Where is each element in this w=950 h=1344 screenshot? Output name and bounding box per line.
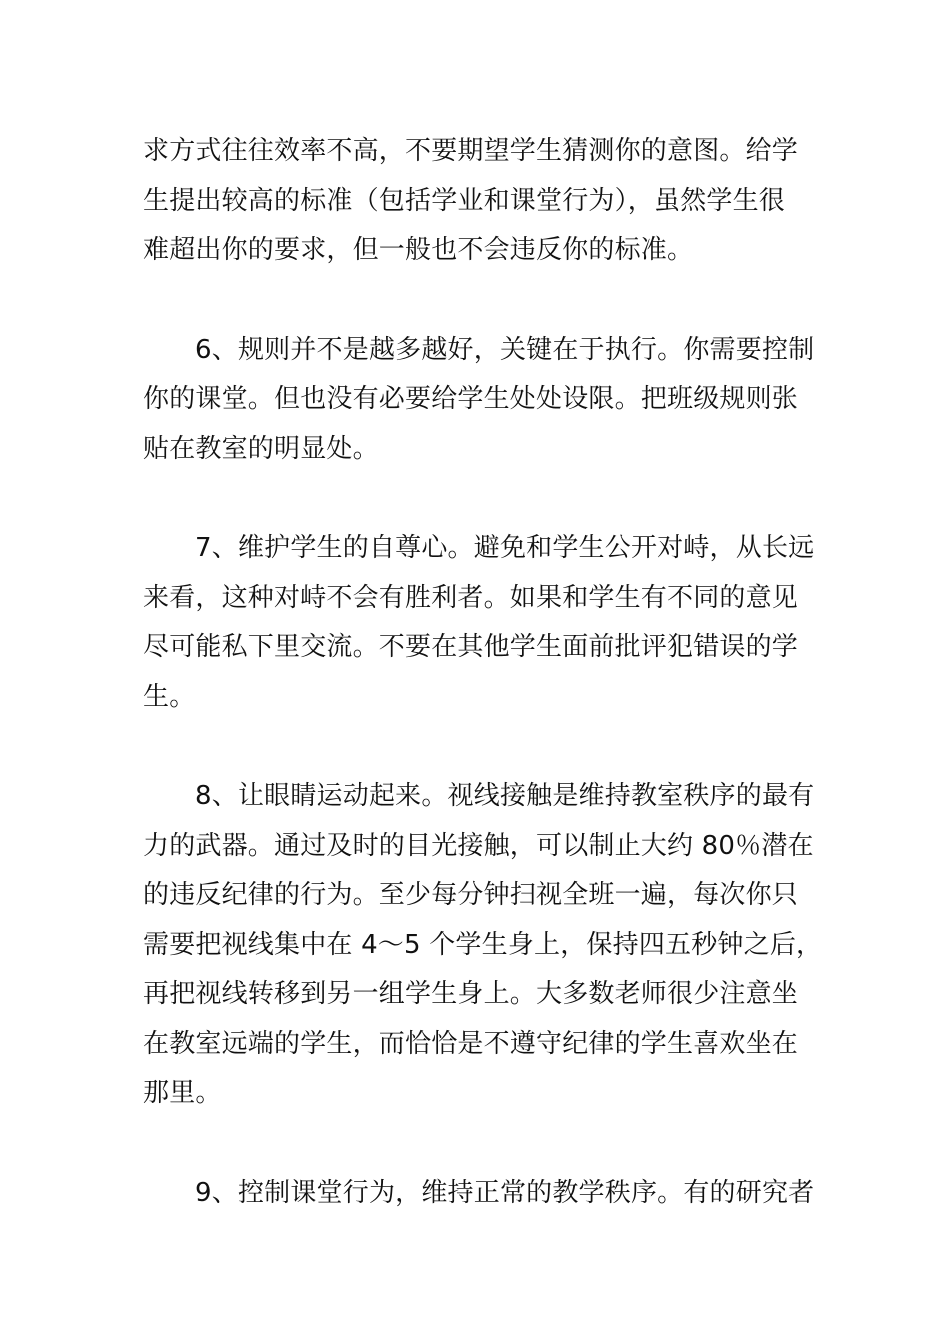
- text-line: 力的武器。通过及时的目光接触，可以制止大约 80％潜在: [143, 831, 814, 861]
- text-line: 求方式往往效率不高，不要期望学生猜测你的意图。给学: [143, 136, 799, 166]
- text-line: 尽可能私下里交流。不要在其他学生面前批评犯错误的学: [143, 632, 799, 662]
- text-line: 贴在教室的明显处。: [143, 434, 379, 464]
- text-line: 那里。: [143, 1078, 222, 1108]
- text-line: 来看，这种对峙不会有胜利者。如果和学生有不同的意见: [143, 583, 799, 613]
- paragraph-6-first-line: 6、规则并不是越多越好，关键在于执行。你需要控制: [195, 335, 815, 365]
- text-line: 需要把视线集中在 4～5 个学生身上，保持四五秒钟之后，: [143, 930, 823, 960]
- text-line: 你的课堂。但也没有必要给学生处处设限。把班级规则张: [143, 384, 799, 414]
- paragraph-9-first-line: 9、控制课堂行为，维持正常的教学秩序。有的研究者: [195, 1178, 815, 1208]
- text-line: 再把视线转移到另一组学生身上。大多数老师很少注意坐: [143, 979, 799, 1009]
- text-line: 在教室远端的学生，而恰恰是不遵守纪律的学生喜欢坐在: [143, 1029, 799, 1059]
- text-line: 难超出你的要求，但一般也不会违反你的标准。: [143, 235, 694, 265]
- paragraph-7-first-line: 7、维护学生的自尊心。避免和学生公开对峙，从长远: [195, 533, 815, 563]
- text-line: 的违反纪律的行为。至少每分钟扫视全班一遍，每次你只: [143, 880, 799, 910]
- text-line: 生提出较高的标准（包括学业和课堂行为），虽然学生很: [143, 186, 786, 216]
- text-line: 生。: [143, 682, 196, 712]
- paragraph-8-first-line: 8、让眼睛运动起来。视线接触是维持教室秩序的最有: [195, 781, 815, 811]
